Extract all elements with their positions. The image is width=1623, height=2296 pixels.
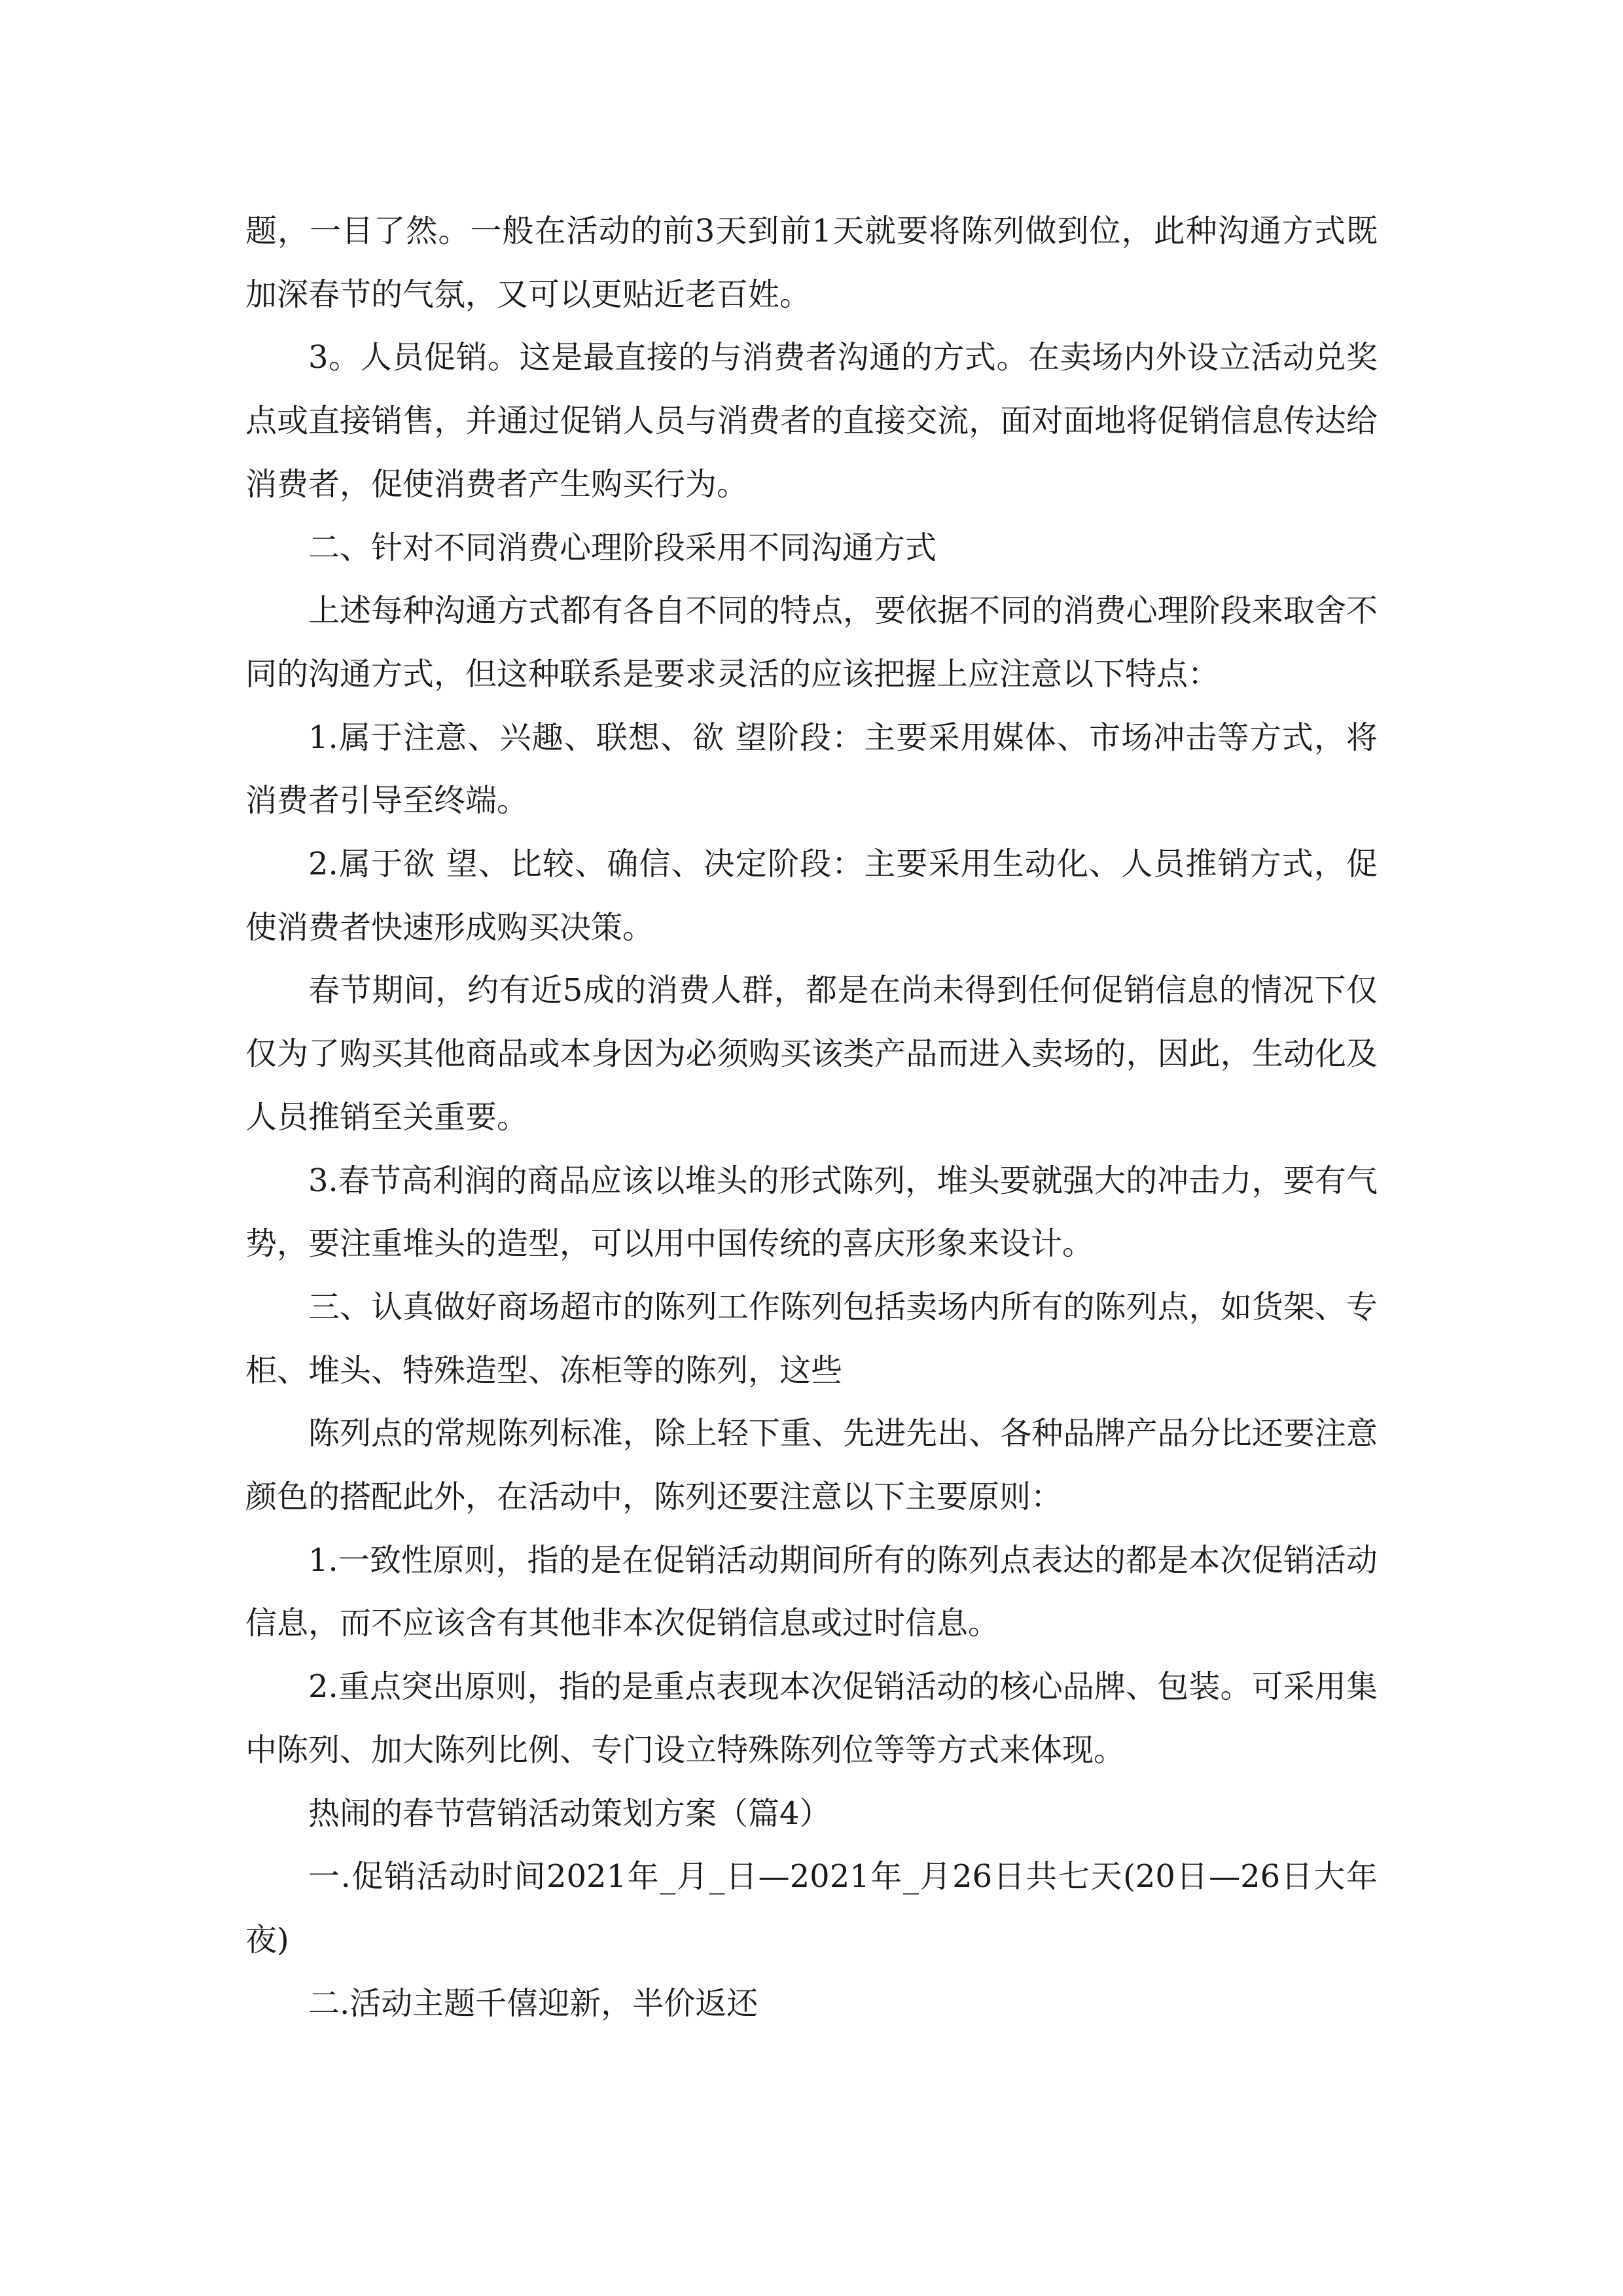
paragraph-7: 春节期间，约有近5成的消费人群，都是在尚未得到任何促销信息的情况下仅仅为了购买其他商品或本身因为必须购买该类产品而进入卖场的，因此，生动化及人员推销至关重要。 [245,972,1378,1136]
document-body [245,200,1378,2035]
paragraph-2: 3。人员促销。这是最直接的与消费者沟通的方式。在卖场内外设立活动兑奖点或直接销售，并通过促销人员与消费者的直接交流，面对面地将促销信息传达给消费者，促使消费者产生购买行为。 [245,339,1378,503]
paragraph-4: 上述每种沟通方式都有各自不同的特点，要依据不同的消费心理阶段来取舍不同的沟通方式，但这种联系是要求灵活的应该把握上应注意以下特点： [245,592,1378,692]
section-heading-3: 三、认真做好商场超市的陈列工作陈列包括卖场内所有的陈列点，如货架、专柜、堆头、特殊造型、冻柜等的陈列，这些 [245,1288,1378,1389]
plan-item-1: 一.促销活动时间2021年_月_日—2021年_月26日共七天(20日—26日大年夜) [245,1858,1378,1958]
paragraph-1: 题，一目了然。一般在活动的前3天到前1天就要将陈列做到位，此种沟通方式既加深春节的气氛，又可以更贴近老百姓。 [245,213,1378,313]
list-item-3: 3.春节高利润的商品应该以堆头的形式陈列，堆头要就强大的冲击力，要有气势，要注重堆头的造型，可以用中国传统的喜庆形象来设计。 [245,1162,1378,1263]
section-heading-2: 二、针对不同消费心理阶段采用不同沟通方式 [308,529,937,566]
paragraph-10: 陈列点的常规陈列标准，除上轻下重、先进先出、各种品牌产品分比还要注意颜色的搭配此外，在活动中，陈列还要注意以下主要原则： [245,1415,1378,1516]
principle-2: 2.重点突出原则，指的是重点表现本次促销活动的核心品牌、包装。可采用集中陈列、加大陈列比例、专门设立特殊陈列位等等方式来体现。 [245,1668,1378,1768]
plan-title: 热闹的春节营销活动策划方案（篇4） [308,1795,831,1832]
principle-1: 1.一致性原则，指的是在促销活动期间所有的陈列点表达的都是本次促销活动信息，而不应该含有其他非本次促销信息或过时信息。 [245,1541,1378,1642]
list-item-1: 1.属于注意、兴趣、联想、欲 望阶段：主要采用媒体、市场冲击等方式，将消费者引导至终端。 [245,719,1378,819]
list-item-2: 2.属于欲 望、比较、确信、决定阶段：主要采用生动化、人员推销方式，促使消费者快速形成购买决策。 [245,846,1378,946]
plan-item-2: 二.活动主题千僖迎新，半价返还 [308,1984,758,2022]
